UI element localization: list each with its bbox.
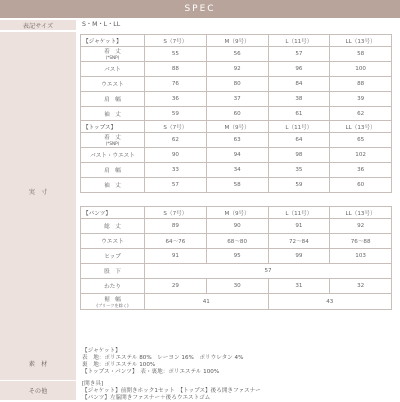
col-header: LL（13号） <box>330 35 392 47</box>
col-header: L（11号） <box>268 35 330 47</box>
cell: 32 <box>330 279 392 294</box>
cell: 58 <box>330 47 392 62</box>
row-label: わたり <box>81 279 145 294</box>
cell-pair: 41 <box>145 294 269 310</box>
other-line: 【ジャケット】前開きホック1セット 【トップス】後ろ開きファスナー <box>82 388 261 394</box>
cell: 31 <box>268 279 330 294</box>
cell: 60 <box>330 178 392 193</box>
cell: 88 <box>145 62 207 77</box>
other-label: その他 <box>0 381 76 400</box>
cell: 91 <box>268 219 330 234</box>
cell: 36 <box>145 92 207 107</box>
col-header: L（11号） <box>268 121 330 133</box>
cell: 62 <box>145 133 207 148</box>
cell: 60 <box>206 107 268 122</box>
cell: 91 <box>145 249 207 264</box>
other-line: 【パンツ】左脇開きファスナー＋後ろウエストゴム <box>82 395 211 401</box>
cell: 37 <box>206 92 268 107</box>
other-text <box>82 381 261 402</box>
material-line: 裏 地：ポリエステル 100% <box>82 362 156 368</box>
row-label: 肩 幅 <box>81 163 145 178</box>
cell: 76〜88 <box>330 234 392 249</box>
cell: 68〜80 <box>206 234 268 249</box>
cell: 55 <box>145 47 207 62</box>
row-label: 肩 幅 <box>81 92 145 107</box>
cell: 57 <box>145 178 207 193</box>
cell: 88 <box>330 77 392 92</box>
cell: 100 <box>330 62 392 77</box>
cell: 58 <box>206 178 268 193</box>
cell: 94 <box>206 148 268 163</box>
pants-category: 【パンツ】 <box>81 207 145 219</box>
cell: 98 <box>268 148 330 163</box>
cell: 90 <box>206 219 268 234</box>
jacket-table <box>80 34 392 122</box>
cell: 102 <box>330 148 392 163</box>
row-label-text: 裾 幅 <box>104 296 121 303</box>
row-label <box>81 294 145 310</box>
row-label-sub: (*SNP) <box>105 141 120 146</box>
cell: 36 <box>330 163 392 178</box>
cell: 80 <box>206 77 268 92</box>
col-header: S（7号） <box>145 207 207 219</box>
cell: 64〜76 <box>145 234 207 249</box>
sizes-label: 表記サイズ <box>0 20 76 30</box>
material-line: 【ジャケット】 <box>82 348 121 354</box>
material-label: 素 材 <box>0 346 76 380</box>
col-header: M（9号） <box>206 121 268 133</box>
cell: 103 <box>330 249 392 264</box>
row-label-sub: (プリーツを除く) <box>96 302 129 308</box>
cell: 90 <box>145 148 207 163</box>
cell: 89 <box>145 219 207 234</box>
cell: 76 <box>145 77 207 92</box>
col-header: LL（13号） <box>330 121 392 133</box>
cell: 96 <box>268 62 330 77</box>
row-label <box>81 47 145 62</box>
cell: 38 <box>268 92 330 107</box>
cell: 62 <box>330 107 392 122</box>
cell: 61 <box>268 107 330 122</box>
other-line: [開き具] <box>82 381 104 387</box>
cell: 65 <box>330 133 392 148</box>
row-label: ウエスト <box>81 77 145 92</box>
cell-merged: 57 <box>145 264 392 279</box>
sizes-value: S・M・L・LL <box>82 21 121 28</box>
spec-header: SPEC <box>0 0 400 18</box>
col-header: M（9号） <box>206 35 268 47</box>
cell: 59 <box>268 178 330 193</box>
row-label-sub: (*SNP) <box>105 55 120 60</box>
row-label: 袖 丈 <box>81 178 145 193</box>
row-label: バスト・ウエスト <box>81 148 145 163</box>
row-label: 袖 丈 <box>81 107 145 122</box>
measure-label: 実 寸 <box>0 32 76 350</box>
row-label: ウエスト <box>81 234 145 249</box>
col-header: L（11号） <box>268 207 330 219</box>
cell: 64 <box>268 133 330 148</box>
col-header: S（7号） <box>145 35 207 47</box>
row-label: バスト <box>81 62 145 77</box>
material-line: 表 地：ポリエステル 80% レーヨン 16% ポリウレタン 4% <box>82 355 244 361</box>
cell: 29 <box>145 279 207 294</box>
cell: 35 <box>268 163 330 178</box>
cell: 57 <box>268 47 330 62</box>
cell: 33 <box>145 163 207 178</box>
cell: 59 <box>145 107 207 122</box>
cell-pair: 43 <box>268 294 392 310</box>
cell: 92 <box>206 62 268 77</box>
cell: 99 <box>268 249 330 264</box>
cell: 92 <box>330 219 392 234</box>
tops-category: 【トップス】 <box>81 121 145 133</box>
row-label: 総 丈 <box>81 219 145 234</box>
cell: 84 <box>268 77 330 92</box>
material-line: 【トップス・パンツ】 表・裏地：ポリエステル 100% <box>82 369 220 375</box>
col-header: LL（13号） <box>330 207 392 219</box>
cell: 34 <box>206 163 268 178</box>
pants-table <box>80 206 392 310</box>
tops-table <box>80 120 392 193</box>
jacket-category: 【ジャケット】 <box>81 35 145 47</box>
cell: 63 <box>206 133 268 148</box>
material-text <box>82 348 243 376</box>
cell: 56 <box>206 47 268 62</box>
row-label <box>81 133 145 148</box>
cell: 95 <box>206 249 268 264</box>
col-header: S（7号） <box>145 121 207 133</box>
cell: 39 <box>330 92 392 107</box>
cell: 30 <box>206 279 268 294</box>
row-label-text: 着 丈 <box>104 135 121 141</box>
row-label-text: 着 丈 <box>104 49 121 55</box>
row-label: ヒップ <box>81 249 145 264</box>
col-header: M（9号） <box>206 207 268 219</box>
row-label: 股 下 <box>81 264 145 279</box>
cell: 72〜84 <box>268 234 330 249</box>
